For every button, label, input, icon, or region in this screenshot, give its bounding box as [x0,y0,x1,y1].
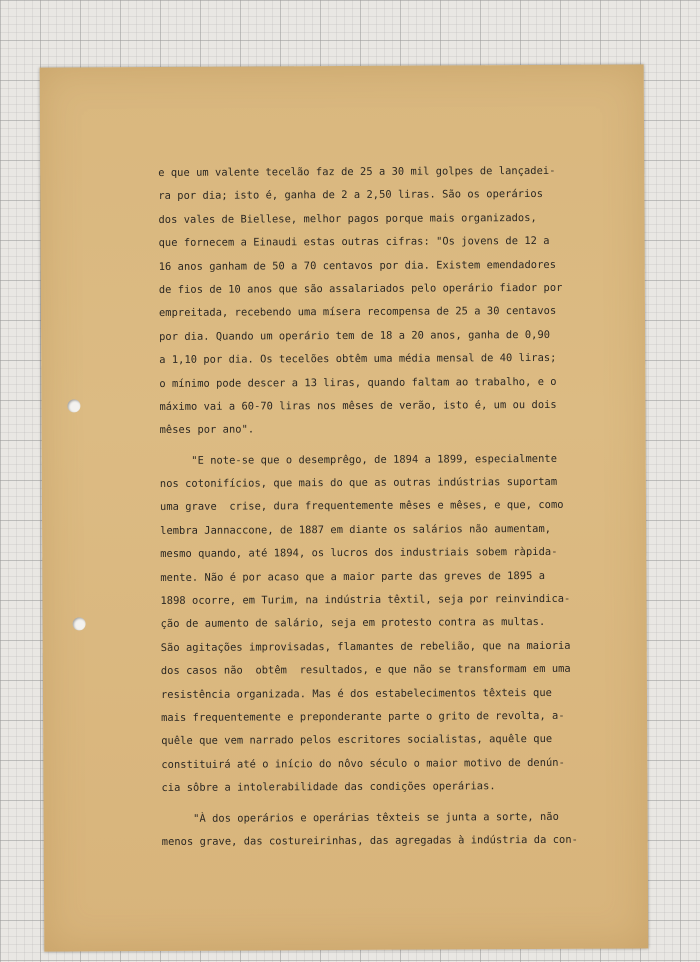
text-line: empreitada, recebendo uma mísera recompensa de 25 a 30 centavos [158,305,557,320]
text-line: por dia. Quando um operário tem de 18 a 20 anos, ganha de 0,90 [159,328,551,343]
text-line: dos casos não obtêm resultados, e que não se transformam em uma [160,663,571,678]
text-line: "À dos operários e operárias têxteis se junta a sorte, não [161,810,559,825]
text-line: menos grave, das costureirinhas, das agregadas à indústria da con- [161,833,578,848]
text-line: o mínimo pode descer a 13 liras, quando faltam ao trabalho, e o [159,375,557,390]
text-line: "E note-se que o desemprêgo, de 1894 a 1899, especialmente [159,452,558,467]
punch-hole [67,399,80,412]
text-line: 16 anos ganham de 50 a 70 centavos por dia. Existem emendadores [158,258,557,273]
text-line: de fios de 10 anos que são assalariados pelo operário fiador por [158,281,563,296]
text-line: máximo vai a 60-70 liras nos mêses de verão, isto é, um ou dois [159,398,557,413]
page-text [158,160,582,855]
punch-hole [73,617,86,630]
text-line: dos vales de Biellese, melhor pagos porque mais organizados, [158,211,537,226]
text-line: e que um valente tecelão faz de 25 a 30 mil golpes de lançadei- [158,164,556,179]
text-line: lembra Jannaccone, de 1887 em diante os salários não aumentam, [160,522,552,537]
text-line: São agitações improvisadas, flamantes de rebelião, que na maioria [160,639,571,654]
text-line: ção de aumento de salário, seja em protesto contra as multas. [160,616,546,631]
text-line: mais frequentemente e preponderante parte o grito de revolta, a- [161,709,565,724]
text-line: uma grave crise, dura frequentemente mêses e mêses, e que, como [159,499,564,514]
text-line: mêses por ano". [159,423,255,437]
typewritten-page [40,64,649,951]
text-line: nos cotonifícios, que mais do que as outras indústrias suportam [159,475,558,491]
text-line: que fornecem a Einaudi estas outras cifras: "Os jovens de 12 a [158,235,550,250]
text-line: ra por dia; isto é, ganha de 2 a 2,50 liras. São os operários [158,188,544,203]
text-line: mesmo quando, até 1894, os lucros dos industriais sobem ràpida- [160,546,558,561]
text-line: resistência organizada. Mas é dos estabelecimentos têxteis que [160,686,552,701]
text-line: 1898 ocorre, em Turim, na indústria têxtil, seja por reinvindica- [160,592,571,607]
text-line: cia sôbre a intolerabilidade das condições operárias. [161,780,496,795]
text-line: quêle que vem narrado pelos escritores socialistas, aquêle que [161,733,553,748]
text-line: a 1,10 por dia. Os tecelões obtêm uma média mensal de 40 liras; [159,352,557,367]
text-line: constituirá até o início do nôvo século o maior motivo de denún- [161,756,565,771]
text-line: mente. Não é por acaso que a maior parte das greves de 1895 a [160,569,546,584]
